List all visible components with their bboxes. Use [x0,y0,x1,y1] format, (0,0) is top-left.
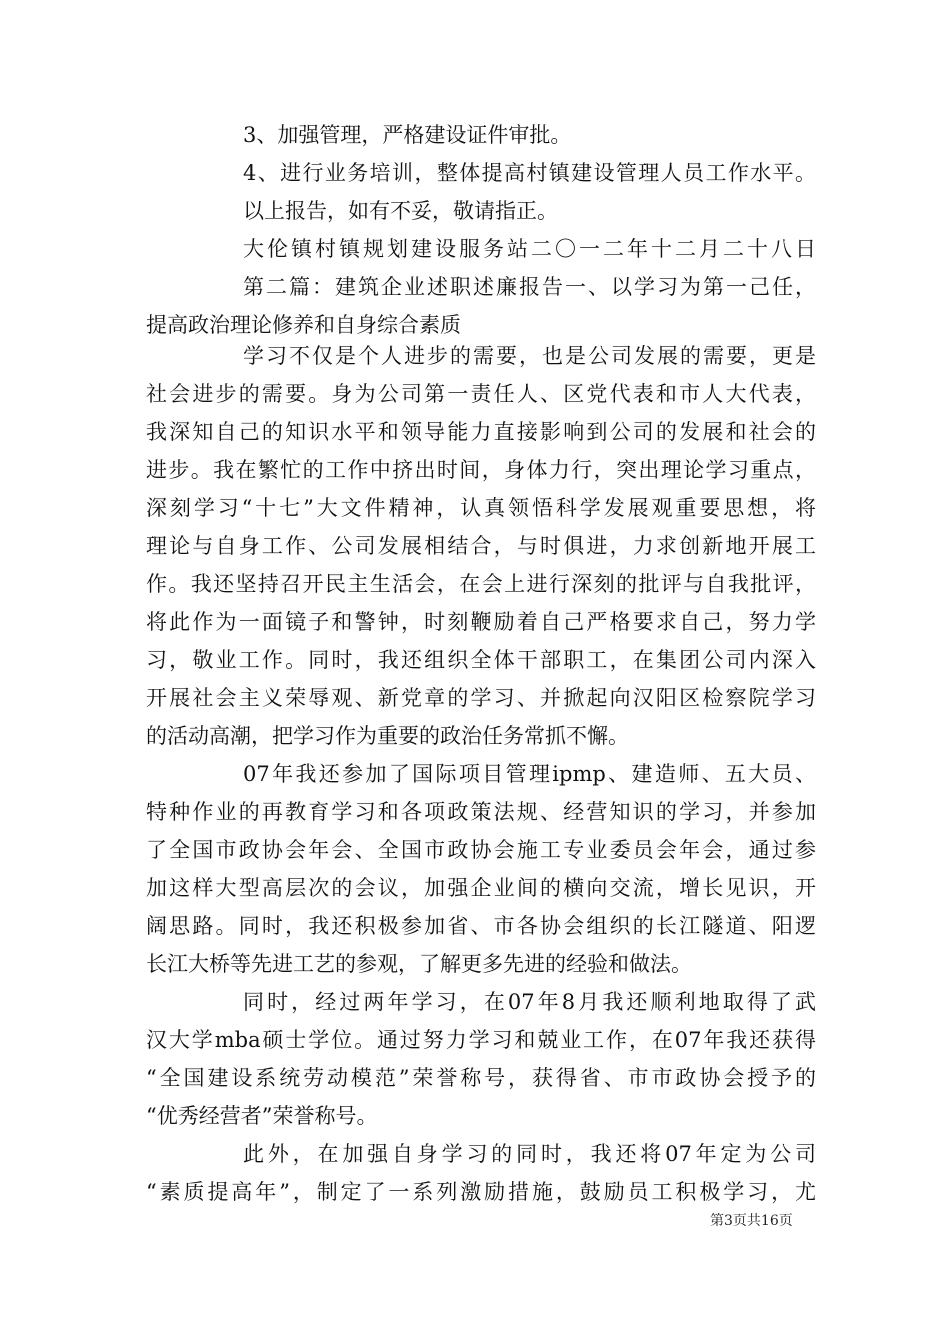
page-number-footer: 第3页共16页 [710,1213,793,1229]
text-line-29: “素质提高年”，制定了一系列激励措施，鼓励员工积极学习，尤 [146,1180,816,1204]
text-line-1: 3、加强管理，严格建设证件审批。 [243,123,572,147]
text-line-15: 习，敬业工作。同时，我还组织全体干部职工，在集团公司内深入 [146,648,816,672]
text-line-3: 以上报告，如有不妥，敬请指正。 [243,199,558,223]
text-line-27: “优秀经营者”荣誉称号。 [146,1104,378,1128]
text-line-14: 将此作为一面镜子和警钟，时刻鞭励着自己严格要求自己，努力学 [146,610,816,634]
text-line-13: 作。我还坚持召开民主生活会，在会上进行深刻的批评与自我批评， [146,572,816,596]
text-line-21: 加这样大型高层次的会议，加强企业间的横向交流，增长见识，开 [146,876,816,900]
text-line-6: 提高政治理论修养和自身综合素质 [146,313,461,337]
text-line-7: 学习不仅是个人进步的需要，也是公司发展的需要，更是 [243,344,816,368]
text-line-19: 特种作业的再教育学习和各项政策法规、经营知识的学习，并参加 [146,800,816,824]
text-line-8: 社会进步的需要。身为公司第一责任人、区党代表和市人大代表， [146,382,816,406]
text-line-22: 阔思路。同时，我还积极参加省、市各协会组织的长江隧道、阳逻 [146,914,816,938]
text-line-23: 长江大桥等先进工艺的参观，了解更多先进的经验和做法。 [146,952,692,976]
text-line-9: 我深知自己的知识水平和领导能力直接影响到公司的发展和社会的 [146,420,816,444]
text-line-12: 理论与自身工作、公司发展相结合，与时俱进，力求创新地开展工 [146,534,816,558]
text-line-16: 开展社会主义荣辱观、新党章的学习、并掀起向汉阳区检察院学习 [146,686,816,710]
text-line-28: 此外，在加强自身学习的同时，我还将07年定为公司 [243,1142,816,1166]
text-line-20: 了全国市政协会年会、全国市政协会施工专业委员会年会，通过参 [146,838,816,862]
text-line-5: 第二篇：建筑企业述职述廉报告一、以学习为第一己任， [243,275,816,299]
text-line-25: 汉大学mba硕士学位。通过努力学习和兢业工作，在07年我还获得 [146,1028,816,1052]
text-line-17: 的活动高潮，把学习作为重要的政治任务常抓不懈。 [146,724,629,748]
text-line-2: 4、进行业务培训，整体提高村镇建设管理人员工作水平。 [243,161,816,185]
text-line-4: 大伦镇村镇规划建设服务站二〇一二年十二月二十八日 [243,237,816,261]
text-line-10: 进步。我在繁忙的工作中挤出时间，身体力行，突出理论学习重点， [146,458,816,482]
text-line-11: 深刻学习“十七”大文件精神，认真领悟科学发展观重要思想，将 [146,496,816,520]
text-line-24: 同时，经过两年学习，在07年8月我还顺利地取得了武 [243,990,816,1014]
text-line-18: 07年我还参加了国际项目管理ipmp、建造师、五大员、 [243,762,816,786]
text-line-26: “全国建设系统劳动模范”荣誉称号，获得省、市市政协会授予的 [146,1066,816,1090]
